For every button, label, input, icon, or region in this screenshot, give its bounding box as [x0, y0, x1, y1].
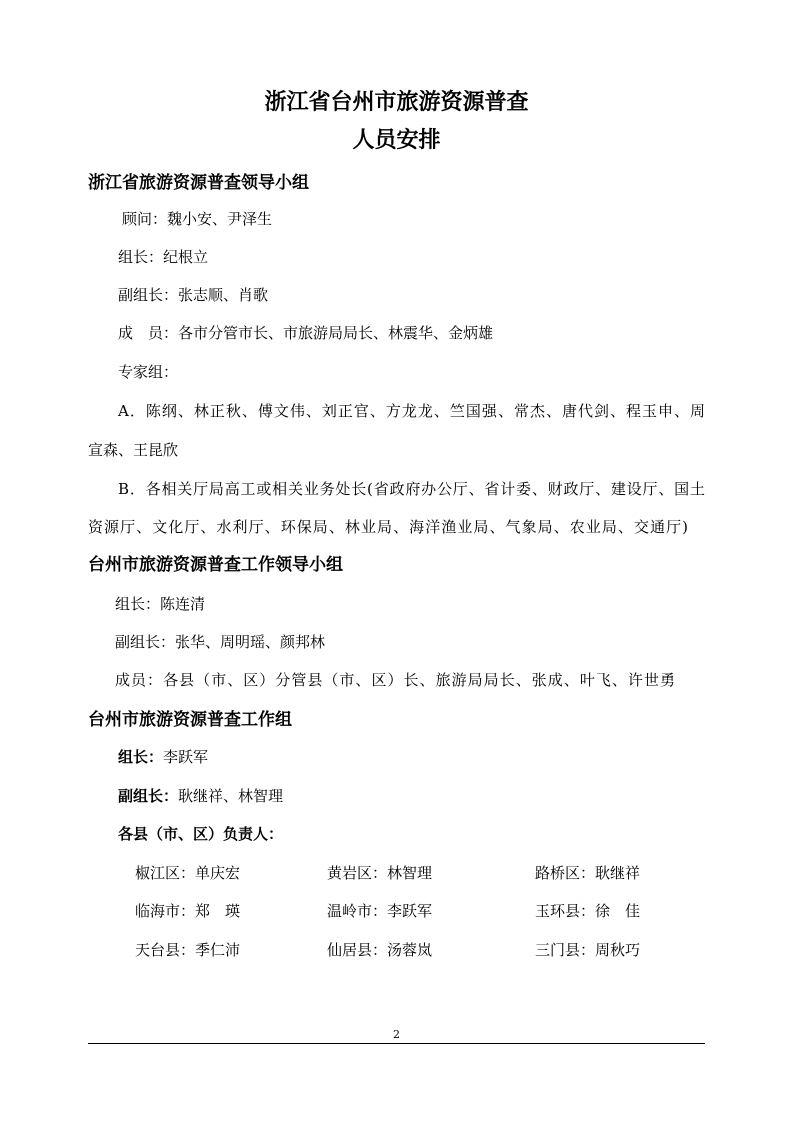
document-title: 浙江省台州市旅游资源普查 — [264, 90, 529, 115]
experts-b-line: B．各相关厅局高工或相关业务处长(省政府办公厅、省计委、财政厅、建设厅、国土 — [118, 480, 705, 498]
section-heading-city-leadership: 台州市旅游资源普查工作领导小组 — [88, 555, 343, 575]
leader-line: 组长：陈连清 — [115, 595, 206, 613]
experts-b-continued: 资源厅、文化厅、水利厅、环保局、林业局、海洋渔业局、气象局、农业局、交通厅) — [88, 518, 688, 536]
county-entry: 路桥区：耿继祥 — [535, 864, 641, 882]
experts-label: 专家组： — [118, 363, 179, 381]
deputy-line: 副组长：张志顺、肖歌 — [118, 286, 269, 304]
leader-value: 李跃军 — [163, 748, 209, 766]
section-heading-work-group: 台州市旅游资源普查工作组 — [88, 710, 292, 730]
county-label-text: 各县（市、区）负责人： — [118, 825, 284, 843]
deputy-label: 副组长： — [118, 787, 179, 805]
experts-a-line: A．陈纲、林正秋、傅文伟、刘正官、方龙龙、竺国强、常杰、唐代剑、程玉申、周 — [118, 402, 705, 420]
deputy-line: 副组长：张华、周明瑶、颜邦林 — [115, 633, 326, 651]
document-subtitle: 人员安排 — [352, 128, 441, 153]
members-line: 成员：各县（市、区）分管县（市、区）长、旅游局局长、张成、叶飞、许世勇 — [115, 671, 675, 689]
leader-label: 组长： — [118, 748, 164, 766]
page-number: 2 — [393, 1028, 400, 1041]
county-entry: 玉环县：徐 佳 — [535, 902, 641, 920]
footer-rule — [88, 1043, 705, 1044]
advisor-line: 顾问：魏小安、尹泽生 — [122, 210, 273, 228]
county-entry: 天台县：季仁沛 — [135, 941, 241, 959]
leader-line — [118, 747, 208, 767]
county-entry: 三门县：周秋巧 — [535, 941, 641, 959]
county-label — [118, 824, 283, 844]
county-entry: 椒江区：单庆宏 — [135, 864, 241, 882]
deputy-value: 耿继祥、林智理 — [178, 787, 284, 805]
deputy-line — [118, 786, 283, 806]
county-entry: 黄岩区：林智理 — [327, 864, 433, 882]
county-entry: 仙居县：汤蓉岚 — [327, 941, 433, 959]
experts-a-continued: 宣森、王昆欣 — [88, 441, 179, 459]
county-entry: 温岭市：李跃军 — [327, 902, 433, 920]
county-entry: 临海市：郑 瑛 — [135, 902, 241, 920]
section-heading-provincial: 浙江省旅游资源普查领导小组 — [88, 173, 309, 193]
members-line: 成 员：各市分管市长、市旅游局局长、林震华、金炳雄 — [118, 324, 494, 342]
leader-line: 组长：纪根立 — [118, 248, 209, 266]
